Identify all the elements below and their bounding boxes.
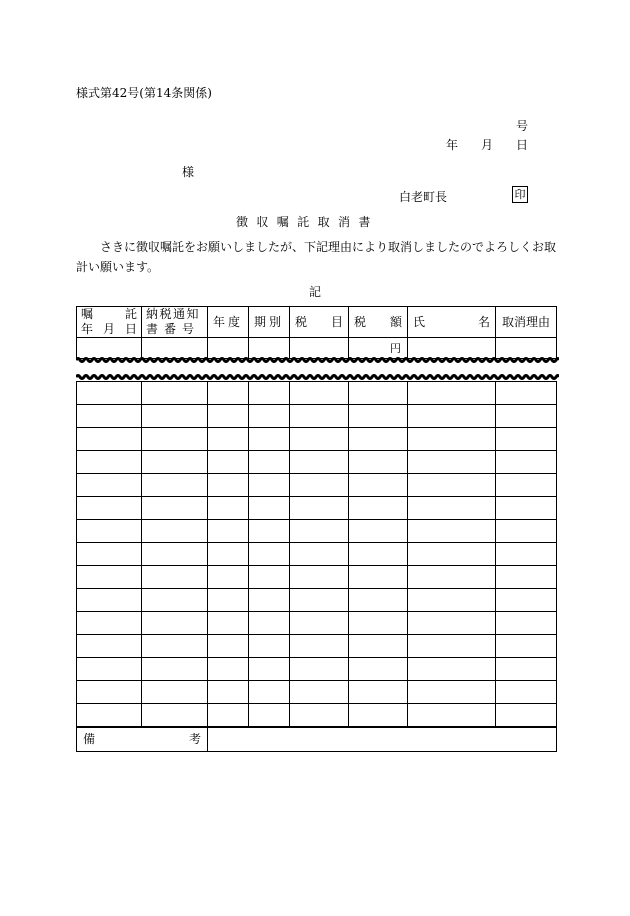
cell bbox=[249, 635, 290, 658]
cell bbox=[408, 681, 496, 704]
cell bbox=[77, 497, 142, 520]
remarks-field bbox=[208, 728, 557, 752]
cell bbox=[249, 612, 290, 635]
cell bbox=[408, 382, 496, 405]
cell bbox=[496, 681, 557, 704]
cell bbox=[290, 520, 349, 543]
table-row bbox=[77, 497, 557, 520]
cell bbox=[208, 451, 249, 474]
cell bbox=[408, 704, 496, 727]
cell bbox=[208, 382, 249, 405]
first-data-row bbox=[77, 338, 557, 359]
form-number-label: 様式第42号(第14条関係) bbox=[76, 86, 212, 100]
cell bbox=[249, 658, 290, 681]
cell bbox=[349, 451, 408, 474]
cell bbox=[142, 543, 208, 566]
cell bbox=[142, 451, 208, 474]
cell bbox=[349, 474, 408, 497]
date-day-label: 日 bbox=[515, 138, 528, 152]
cell bbox=[496, 520, 557, 543]
cell bbox=[290, 589, 349, 612]
cell bbox=[77, 704, 142, 727]
cell bbox=[208, 474, 249, 497]
header-tax-amount: 税 額 bbox=[349, 307, 408, 338]
cell bbox=[408, 635, 496, 658]
cell bbox=[249, 566, 290, 589]
cell bbox=[249, 681, 290, 704]
cell bbox=[290, 497, 349, 520]
cell bbox=[290, 566, 349, 589]
cell bbox=[142, 612, 208, 635]
cell bbox=[496, 338, 557, 359]
cancellation-table-body bbox=[76, 381, 557, 727]
cell bbox=[249, 543, 290, 566]
cell bbox=[290, 451, 349, 474]
cell bbox=[249, 428, 290, 451]
cell bbox=[142, 589, 208, 612]
cell bbox=[290, 612, 349, 635]
cell bbox=[208, 497, 249, 520]
date-line bbox=[446, 136, 528, 153]
cell bbox=[142, 382, 208, 405]
cell bbox=[208, 338, 249, 359]
table-row bbox=[77, 451, 557, 474]
header-notice-number: 納税通知 書番号 bbox=[142, 307, 208, 338]
cell bbox=[408, 520, 496, 543]
cell bbox=[77, 451, 142, 474]
cell bbox=[142, 704, 208, 727]
cell bbox=[77, 681, 142, 704]
cell bbox=[77, 658, 142, 681]
cell bbox=[349, 635, 408, 658]
cell bbox=[249, 338, 290, 359]
cell bbox=[142, 681, 208, 704]
table-row bbox=[77, 612, 557, 635]
cell bbox=[142, 428, 208, 451]
header-row bbox=[77, 307, 557, 338]
cell bbox=[77, 612, 142, 635]
cell bbox=[496, 589, 557, 612]
issuer-name: 白老町長 bbox=[399, 190, 448, 204]
table-row bbox=[77, 543, 557, 566]
cell bbox=[349, 405, 408, 428]
cell bbox=[349, 382, 408, 405]
cell bbox=[77, 635, 142, 658]
cell bbox=[496, 658, 557, 681]
cell bbox=[496, 382, 557, 405]
cell bbox=[408, 612, 496, 635]
cell bbox=[349, 658, 408, 681]
table-row bbox=[77, 704, 557, 727]
cell bbox=[77, 566, 142, 589]
cell bbox=[290, 543, 349, 566]
cell bbox=[408, 451, 496, 474]
cell bbox=[249, 497, 290, 520]
table-row bbox=[77, 428, 557, 451]
cell bbox=[496, 405, 557, 428]
header-shokutaku-date: 嘱 託 年 月 日 bbox=[77, 307, 142, 338]
cell bbox=[290, 405, 349, 428]
cell bbox=[349, 543, 408, 566]
cell bbox=[142, 520, 208, 543]
cell bbox=[349, 612, 408, 635]
remarks-label: 備 考 bbox=[77, 728, 208, 752]
cell bbox=[77, 428, 142, 451]
header-year: 年度 bbox=[208, 307, 249, 338]
cell bbox=[208, 704, 249, 727]
table-row bbox=[77, 474, 557, 497]
cell bbox=[249, 382, 290, 405]
cell bbox=[349, 589, 408, 612]
cell bbox=[290, 428, 349, 451]
document-number-label: 号 bbox=[516, 119, 529, 133]
body-paragraph: さきに徴収嘱託をお願いしましたが、下記理由により取消しましたのでよろしくお取計い願います。 bbox=[76, 240, 557, 274]
document-title: 徴収嘱託取消書 bbox=[236, 215, 379, 229]
cell bbox=[77, 405, 142, 428]
cell bbox=[142, 658, 208, 681]
table-row bbox=[77, 681, 557, 704]
header-name: 氏 名 bbox=[408, 307, 496, 338]
cell bbox=[249, 520, 290, 543]
table-row bbox=[77, 382, 557, 405]
cell bbox=[290, 635, 349, 658]
cell bbox=[208, 428, 249, 451]
cell bbox=[349, 566, 408, 589]
cell bbox=[408, 497, 496, 520]
cell bbox=[349, 704, 408, 727]
cell bbox=[142, 635, 208, 658]
table-row bbox=[77, 589, 557, 612]
header-reason: 取消理由 bbox=[496, 307, 557, 338]
cell bbox=[496, 451, 557, 474]
cell bbox=[208, 681, 249, 704]
date-month-label: 月 bbox=[480, 138, 493, 152]
cell bbox=[77, 382, 142, 405]
cell bbox=[77, 474, 142, 497]
yen-unit: 円 bbox=[349, 338, 408, 359]
cell bbox=[249, 451, 290, 474]
cell bbox=[496, 704, 557, 727]
cell bbox=[142, 474, 208, 497]
table-row bbox=[77, 566, 557, 589]
cell bbox=[349, 520, 408, 543]
cell bbox=[208, 612, 249, 635]
wavy-separator-top bbox=[76, 357, 559, 363]
cell bbox=[208, 405, 249, 428]
cell bbox=[142, 338, 208, 359]
cell bbox=[142, 497, 208, 520]
header-period: 期別 bbox=[249, 307, 290, 338]
date-year-label: 年 bbox=[446, 138, 459, 152]
table-row bbox=[77, 520, 557, 543]
cell bbox=[408, 543, 496, 566]
cell bbox=[208, 520, 249, 543]
cell bbox=[496, 428, 557, 451]
cell bbox=[249, 704, 290, 727]
wavy-separator-bottom bbox=[76, 374, 559, 380]
cell bbox=[208, 658, 249, 681]
ki-heading: 記 bbox=[309, 285, 322, 299]
cell bbox=[408, 658, 496, 681]
cell bbox=[408, 338, 496, 359]
cell bbox=[77, 520, 142, 543]
table-row bbox=[77, 635, 557, 658]
cell bbox=[249, 474, 290, 497]
cell bbox=[208, 635, 249, 658]
addressee-suffix: 様 bbox=[182, 165, 195, 179]
cell bbox=[408, 566, 496, 589]
cell bbox=[349, 497, 408, 520]
cell bbox=[249, 405, 290, 428]
cancellation-table-header bbox=[76, 306, 557, 359]
cell bbox=[249, 589, 290, 612]
cell bbox=[208, 543, 249, 566]
cell bbox=[290, 658, 349, 681]
cell bbox=[496, 566, 557, 589]
cell bbox=[77, 589, 142, 612]
cell bbox=[496, 474, 557, 497]
cell bbox=[208, 589, 249, 612]
table-row bbox=[77, 658, 557, 681]
seal-mark: 印 bbox=[512, 186, 528, 203]
cell bbox=[290, 474, 349, 497]
remarks-row bbox=[77, 728, 557, 752]
cell bbox=[408, 428, 496, 451]
cell bbox=[208, 566, 249, 589]
cell bbox=[142, 405, 208, 428]
cell bbox=[496, 543, 557, 566]
cell bbox=[349, 428, 408, 451]
cell bbox=[290, 681, 349, 704]
header-tax-item: 税 目 bbox=[290, 307, 349, 338]
cell bbox=[496, 635, 557, 658]
cell bbox=[77, 338, 142, 359]
cell bbox=[349, 681, 408, 704]
cell bbox=[290, 382, 349, 405]
table-row bbox=[77, 405, 557, 428]
remarks-table bbox=[76, 727, 557, 752]
cell bbox=[290, 704, 349, 727]
cell bbox=[142, 566, 208, 589]
cell bbox=[496, 497, 557, 520]
cell bbox=[408, 589, 496, 612]
cell bbox=[496, 612, 557, 635]
cell bbox=[77, 543, 142, 566]
cell bbox=[290, 338, 349, 359]
cell bbox=[408, 474, 496, 497]
cell bbox=[408, 405, 496, 428]
